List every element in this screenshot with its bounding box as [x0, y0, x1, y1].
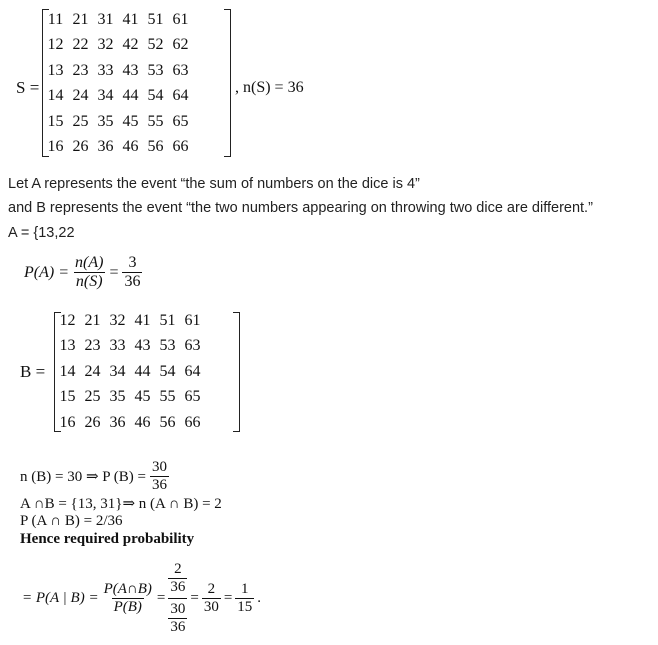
matrix-b-row — [55, 410, 205, 436]
matrix-s-cell: 63 — [172, 61, 189, 79]
matrix-s-cell: 66 — [172, 138, 189, 156]
matrix-s-cell: 43 — [122, 61, 139, 79]
matrix-b-row — [55, 385, 205, 411]
final-period: . — [257, 589, 262, 606]
matrix-b-cell: 63 — [184, 337, 201, 355]
matrix-b-cell: 34 — [109, 362, 126, 380]
matrix-s-cell: 33 — [97, 61, 114, 79]
matrix-s-row — [43, 84, 193, 110]
matrix-s-cell: 12 — [47, 36, 64, 54]
matrix-b-row — [55, 334, 205, 360]
intersection-line: A ∩B = {13, 31}⇒ n (A ∩ B) = 2 — [20, 496, 222, 512]
matrix-b-cell: 32 — [109, 311, 126, 329]
matrix-b-cell: 61 — [184, 311, 201, 329]
matrix-b-label: B = — [20, 362, 46, 381]
compound-bottom-den: 36 — [170, 618, 186, 635]
matrix-s-cell: 45 — [122, 112, 139, 130]
hence-line: Hence required probability — [20, 531, 195, 547]
matrix-b-cell: 45 — [134, 388, 151, 406]
p-intersection-line: P (A ∩ B) = 2/36 — [20, 513, 123, 529]
matrix-s-cell: 54 — [147, 87, 164, 105]
matrix-b-cell: 35 — [109, 388, 126, 406]
matrix-b-cell: 21 — [84, 311, 101, 329]
compound-top-den: 36 — [170, 578, 186, 595]
matrix-s-cell: 41 — [122, 10, 139, 28]
matrix-b-cell: 36 — [109, 413, 126, 431]
matrix-b-cell: 46 — [134, 413, 151, 431]
matrix-s-cell: 14 — [47, 87, 64, 105]
matrix-s-cell: 34 — [97, 87, 114, 105]
matrix-s-cell: 24 — [72, 87, 89, 105]
matrix-s-cell: 11 — [47, 10, 64, 28]
final-num: P(A∩B) — [103, 580, 152, 597]
final-equation — [22, 556, 261, 640]
ratio-2-den: 15 — [237, 598, 253, 615]
set-a-listing: A = {13,22 — [8, 225, 75, 241]
matrix-b-right-bracket — [233, 312, 240, 432]
ratio-2-num: 1 — [241, 580, 249, 597]
ratio-1-fraction — [202, 581, 221, 616]
matrix-s-cell: 42 — [122, 36, 139, 54]
nb-equation — [20, 459, 169, 494]
ratio-1-num: 2 — [207, 580, 216, 597]
matrix-s-cell: 32 — [97, 36, 114, 54]
final-lhs: = P(A | B) = — [22, 589, 99, 606]
matrix-b-cell: 12 — [59, 311, 76, 329]
matrix-s-cell: 44 — [122, 87, 139, 105]
final-eq-3: = — [223, 589, 233, 606]
pb-den: 36 — [152, 477, 168, 493]
prob-a-equation — [24, 254, 142, 291]
matrix-b-cell: 14 — [59, 362, 76, 380]
matrix-s-cell: 25 — [72, 112, 89, 130]
ratio-2-fraction — [235, 581, 254, 616]
matrix-s-cell: 31 — [97, 10, 114, 28]
matrix-b-row — [55, 359, 205, 385]
final-eq-2: = — [190, 589, 199, 606]
ratio-1-den: 30 — [203, 598, 219, 615]
matrix-b-cell: 65 — [184, 388, 201, 406]
prob-a-fraction-2 — [122, 254, 142, 291]
matrix-s-right-bracket — [224, 9, 231, 157]
compound-bottom-fraction — [168, 601, 187, 636]
prob-a-equals: = — [109, 263, 119, 281]
matrix-b — [55, 308, 205, 436]
matrix-b-cell: 55 — [159, 388, 176, 406]
prob-a-fraction-1 — [73, 254, 105, 291]
prob-a-num-1: n(A) — [75, 254, 104, 271]
matrix-b-cell: 15 — [59, 388, 76, 406]
matrix-b-cell: 66 — [184, 413, 201, 431]
prob-a-den-2: 36 — [124, 273, 141, 290]
matrix-s-cell: 64 — [172, 87, 189, 105]
matrix-s-cell: 51 — [147, 10, 164, 28]
matrix-b-cell: 24 — [84, 362, 101, 380]
matrix-s-cell: 22 — [72, 36, 89, 54]
matrix-b-cell: 13 — [59, 337, 76, 355]
matrix-b-cell: 33 — [109, 337, 126, 355]
matrix-s-cell: 55 — [147, 112, 164, 130]
prob-a-lhs: P(A) = — [24, 263, 69, 281]
pb-num: 30 — [152, 459, 168, 475]
prob-a-num-2: 3 — [128, 254, 137, 271]
nb-text: n (B) = 30 ⇒ P (B) = — [20, 469, 147, 485]
matrix-s-cell: 13 — [47, 61, 64, 79]
matrix-s-row — [43, 7, 193, 33]
event-b-definition: and B represents the event “the two numbers appearing on throwing two dice are different.” — [8, 200, 593, 216]
matrix-s — [43, 7, 193, 160]
matrix-b-cell: 54 — [159, 362, 176, 380]
sample-space-count: , n(S) = 36 — [235, 79, 304, 96]
matrix-b-cell: 51 — [159, 311, 176, 329]
matrix-s-cell: 35 — [97, 112, 114, 130]
matrix-s-row — [43, 135, 193, 161]
matrix-b-cell: 25 — [84, 388, 101, 406]
matrix-s-cell: 52 — [147, 36, 164, 54]
matrix-s-cell: 53 — [147, 61, 164, 79]
matrix-b-cell: 43 — [134, 337, 151, 355]
matrix-b-cell: 64 — [184, 362, 201, 380]
matrix-b-cell: 26 — [84, 413, 101, 431]
pb-fraction — [150, 459, 169, 494]
compound-fraction — [168, 561, 187, 636]
matrix-b-cell: 23 — [84, 337, 101, 355]
matrix-b-cell: 53 — [159, 337, 176, 355]
matrix-s-label: S = — [16, 78, 40, 97]
matrix-s-row — [43, 33, 193, 59]
matrix-s-cell: 65 — [172, 112, 189, 130]
matrix-b-cell: 56 — [159, 413, 176, 431]
final-eq-1: = — [156, 589, 166, 606]
matrix-s-row — [43, 58, 193, 84]
matrix-s-cell: 23 — [72, 61, 89, 79]
compound-main-bar — [168, 598, 187, 599]
matrix-s-cell: 26 — [72, 138, 89, 156]
event-a-definition: Let A represents the event “the sum of numbers on the dice is 4” — [8, 176, 420, 192]
compound-top-fraction — [168, 561, 187, 596]
matrix-s-cell: 61 — [172, 10, 189, 28]
compound-top-num: 2 — [174, 560, 182, 577]
matrix-b-cell: 44 — [134, 362, 151, 380]
matrix-s-cell: 46 — [122, 138, 139, 156]
matrix-b-row — [55, 308, 205, 334]
matrix-s-cell: 62 — [172, 36, 189, 54]
matrix-s-cell: 36 — [97, 138, 114, 156]
final-den: P(B) — [113, 598, 142, 615]
matrix-s-row — [43, 109, 193, 135]
matrix-b-cell: 16 — [59, 413, 76, 431]
matrix-s-cell: 56 — [147, 138, 164, 156]
matrix-s-cell: 15 — [47, 112, 64, 130]
compound-bottom-num: 30 — [170, 600, 186, 617]
matrix-s-cell: 21 — [72, 10, 89, 28]
prob-a-den-1: n(S) — [75, 273, 103, 290]
matrix-s-cell: 16 — [47, 138, 64, 156]
final-fraction — [102, 581, 154, 616]
matrix-b-cell: 41 — [134, 311, 151, 329]
